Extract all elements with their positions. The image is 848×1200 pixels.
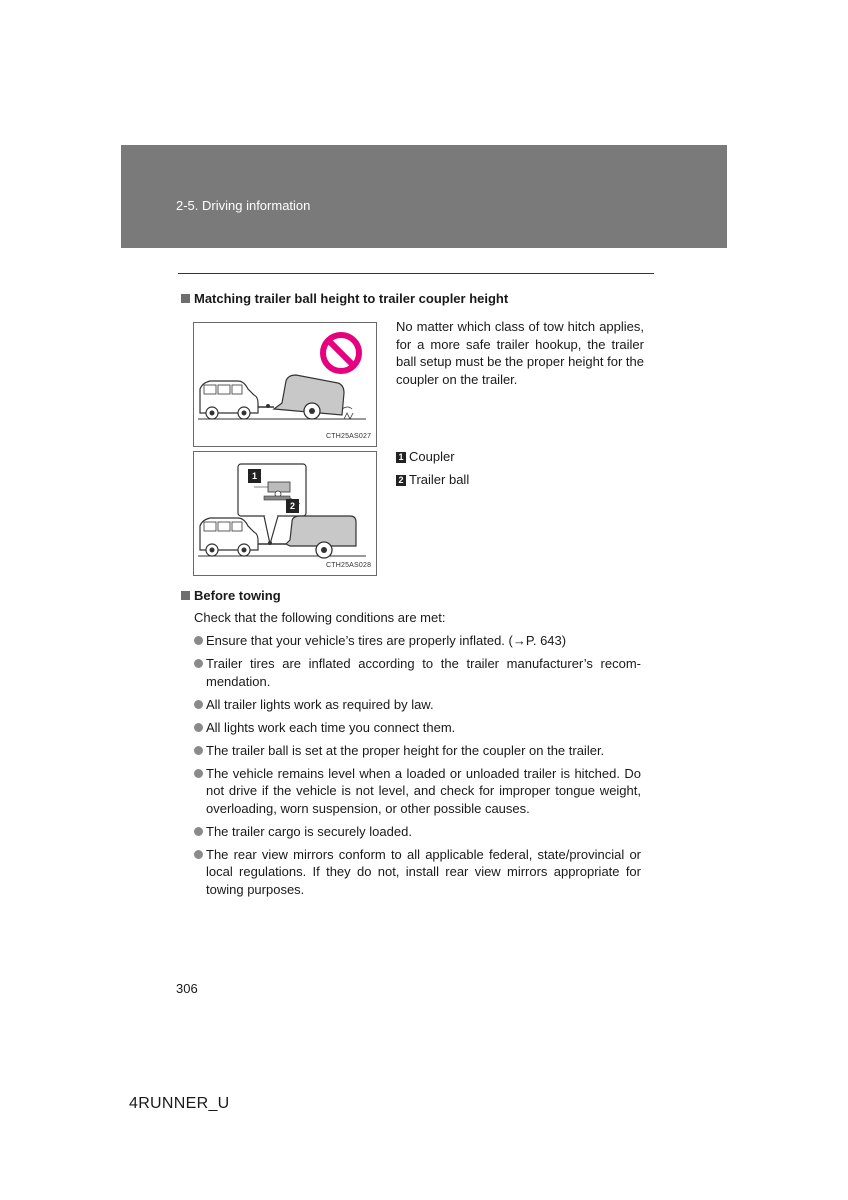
bullet-dot-icon [194,636,203,645]
paragraph-trailer-ball: No matter which class of tow hitch applies, for a more safe trailer hookup, the trailer ball setup must be the proper height for the coupler on the trailer. [396,319,644,387]
list-item: The vehicle remains level when a loaded or unloaded trailer is hitched. Do not drive if the vehicle is not level, and check for improper tongue weight, overloading, worn suspension, or other possible causes. [194,765,641,818]
model-label: 4RUNNER_U [129,1095,230,1112]
list-item: All trailer lights work as required by law. [194,696,641,714]
bullet-dot-icon [194,827,203,836]
callout-number: 1 [248,469,261,483]
list-item: The trailer ball is set at the proper height for the coupler on the trailer. [194,742,641,760]
bullet-dot-icon [194,659,203,668]
list-item: All lights work each time you connect them. [194,719,641,737]
figure-coupler-trailer-ball [193,451,377,576]
list-item: The rear view mirrors conform to all applicable federal, state/provincial or local regulations. If they do not, install rear view mirrors appropriate for towing purposes. [194,846,641,899]
bullet-dot-icon [194,850,203,859]
figure-code: CTH25AS027 [326,433,372,440]
bullet-dot-icon [194,723,203,732]
section-breadcrumb: 2-5. Driving information [176,198,311,213]
intro-text: Check that the following conditions are met: [194,610,446,625]
bullet-dot-icon [194,700,203,709]
header-band [121,145,727,248]
list-item: Ensure that your vehicle’s tires are properly inflated. (→P. 643) [194,632,641,650]
checklist [194,632,641,904]
section-heading-before-towing: Before towing [181,588,281,603]
legend-item-trailer-ball: 2 Trailer ball [396,472,469,487]
section-heading-trailer-ball: Matching trailer ball height to trailer coupler height [181,291,508,306]
callout-number: 2 [286,499,299,513]
figure-code: CTH25AS028 [326,562,372,569]
divider [178,273,654,274]
list-item: Trailer tires are inflated according to the trailer manufacturer’s recom-mendation. [194,655,641,690]
bullet-dot-icon [194,746,203,755]
bullet-dot-icon [194,769,203,778]
square-bullet-icon [181,591,190,600]
number-badge: 1 [396,452,406,463]
prohibition-icon [319,333,373,387]
square-bullet-icon [181,294,190,303]
page-number: 306 [176,981,198,996]
number-badge: 2 [396,475,406,486]
list-item: The trailer cargo is securely loaded. [194,823,641,841]
legend-item-coupler: 1 Coupler [396,449,455,464]
